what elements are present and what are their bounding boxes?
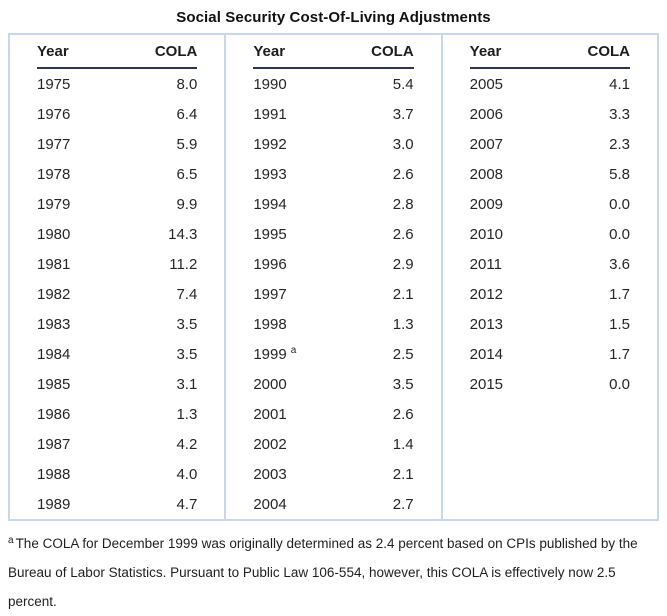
year-cell: 1992 bbox=[253, 135, 287, 153]
cola-cell: 2.6 bbox=[392, 165, 414, 183]
table-row bbox=[37, 159, 197, 189]
year-cell: 1990 bbox=[253, 75, 287, 93]
cola-cell: 2.1 bbox=[392, 465, 414, 483]
cola-cell: 2.9 bbox=[392, 255, 414, 273]
table-row bbox=[253, 129, 413, 159]
year-cell: 2010 bbox=[469, 225, 504, 243]
table-row bbox=[253, 429, 413, 459]
cola-cell: 6.5 bbox=[176, 165, 198, 183]
cola-cell: 2.5 bbox=[392, 345, 414, 363]
table-header bbox=[253, 35, 413, 68]
cola-cell: 3.3 bbox=[609, 105, 630, 123]
table-row bbox=[37, 459, 197, 489]
cola-cell: 2.8 bbox=[392, 195, 414, 213]
table-row bbox=[253, 68, 413, 99]
table-row bbox=[37, 369, 197, 399]
cola-cell: 0.0 bbox=[609, 225, 630, 243]
cola-cell: 11.2 bbox=[169, 255, 198, 273]
table-header bbox=[470, 35, 630, 68]
footnote-marker: a bbox=[8, 534, 14, 546]
table-row bbox=[470, 279, 630, 309]
year-cell: 2015 bbox=[469, 375, 504, 393]
table-row bbox=[253, 369, 413, 399]
year-cell: 1997 bbox=[253, 285, 287, 303]
year-cell: 1978 bbox=[37, 165, 71, 183]
year-cell: 2009 bbox=[469, 195, 504, 213]
table-panel-1975-1989 bbox=[10, 35, 224, 519]
year-cell: 2012 bbox=[469, 285, 504, 303]
year-column-header: Year bbox=[37, 35, 108, 68]
cola-cell: 3.7 bbox=[392, 105, 414, 123]
cola-cell: 5.4 bbox=[392, 75, 414, 93]
year-cell: 1982 bbox=[37, 285, 71, 303]
cola-cell: 5.9 bbox=[176, 135, 198, 153]
year-cell: 1980 bbox=[37, 225, 71, 243]
table-row bbox=[253, 459, 413, 489]
cola-cell: 4.2 bbox=[176, 435, 198, 453]
cola-cell: 8.0 bbox=[176, 75, 198, 93]
year-cola-table bbox=[470, 35, 630, 399]
cola-cell: 7.4 bbox=[176, 285, 198, 303]
cola-cell: 14.3 bbox=[168, 225, 198, 243]
table-row bbox=[253, 489, 413, 519]
table-row bbox=[37, 99, 197, 129]
cola-cell: 0.0 bbox=[609, 375, 630, 393]
table-row bbox=[470, 309, 630, 339]
table-body bbox=[253, 68, 413, 519]
table-row bbox=[37, 399, 197, 429]
year-cell: 2003 bbox=[253, 465, 287, 483]
year-cell: 1989 bbox=[37, 495, 71, 513]
table-row bbox=[470, 219, 630, 249]
header-row bbox=[253, 35, 413, 68]
cola-cell: 3.1 bbox=[176, 375, 198, 393]
table-row bbox=[37, 279, 197, 309]
cola-cell: 1.7 bbox=[609, 345, 630, 363]
cola-cell: 4.7 bbox=[176, 495, 198, 513]
cola-cell: 3.0 bbox=[392, 135, 414, 153]
table-row bbox=[37, 219, 197, 249]
cola-column-header: COLA bbox=[108, 35, 198, 68]
cola-cell: 3.5 bbox=[176, 315, 198, 333]
table-row bbox=[253, 339, 413, 369]
year-cola-table bbox=[37, 35, 197, 519]
year-cell: 1996 bbox=[253, 255, 287, 273]
table-row bbox=[470, 339, 630, 369]
table-row bbox=[253, 279, 413, 309]
year-cell: 1983 bbox=[37, 315, 71, 333]
year-cell: 1993 bbox=[253, 165, 287, 183]
table-row bbox=[470, 68, 630, 99]
cola-cell: 4.1 bbox=[609, 75, 630, 93]
year-cell: 1995 bbox=[253, 225, 287, 243]
cola-cell: 5.8 bbox=[609, 165, 630, 183]
year-cell: 1987 bbox=[37, 435, 71, 453]
table-panel-1990-2004 bbox=[224, 35, 440, 519]
year-cell: 2005 bbox=[469, 75, 504, 93]
cola-column-header: COLA bbox=[334, 35, 414, 68]
table-row bbox=[253, 309, 413, 339]
cola-cell: 1.4 bbox=[392, 435, 414, 453]
year-cell: 1976 bbox=[37, 105, 71, 123]
year-cell: 2001 bbox=[253, 405, 287, 423]
table-row bbox=[37, 489, 197, 519]
cola-cell: 3.5 bbox=[176, 345, 198, 363]
year-cell: 2002 bbox=[253, 435, 287, 453]
table-row bbox=[37, 309, 197, 339]
cola-cell: 2.3 bbox=[609, 135, 630, 153]
table-row bbox=[470, 99, 630, 129]
table-row bbox=[253, 189, 413, 219]
cola-column-header: COLA bbox=[540, 35, 630, 68]
table-row bbox=[37, 68, 197, 99]
cola-cell: 9.9 bbox=[176, 195, 198, 213]
year-cola-table bbox=[253, 35, 413, 519]
cola-cell: 2.7 bbox=[392, 495, 414, 513]
cola-cell: 1.5 bbox=[609, 315, 630, 333]
year-column-header: Year bbox=[253, 35, 334, 68]
year-cell: 1975 bbox=[37, 75, 71, 93]
table-row bbox=[470, 189, 630, 219]
table-row bbox=[253, 399, 413, 429]
table-row bbox=[470, 249, 630, 279]
cola-cell: 3.6 bbox=[609, 255, 630, 273]
year-cell: 1979 bbox=[37, 195, 71, 213]
cola-cell: 2.6 bbox=[392, 225, 414, 243]
table-row bbox=[470, 159, 630, 189]
year-cell: 1986 bbox=[37, 405, 71, 423]
table-row bbox=[253, 99, 413, 129]
year-cell: 1984 bbox=[37, 345, 71, 363]
table-row bbox=[253, 219, 413, 249]
year-cell: 2000 bbox=[253, 375, 287, 393]
table-row bbox=[253, 249, 413, 279]
table-panel-2005-2015 bbox=[441, 35, 657, 519]
year-cell: 1999 $^a$ bbox=[253, 344, 297, 363]
year-cell: 1991 bbox=[253, 105, 287, 123]
cola-cell: 2.6 bbox=[392, 405, 414, 423]
cola-cell: 2.1 bbox=[392, 285, 414, 303]
cola-cell: 1.3 bbox=[176, 405, 198, 423]
cola-table bbox=[8, 33, 659, 521]
table-row bbox=[37, 339, 197, 369]
table-row bbox=[470, 369, 630, 399]
year-cell: 2004 bbox=[253, 495, 287, 513]
cola-cell: 4.0 bbox=[176, 465, 198, 483]
year-cell: 2014 bbox=[469, 345, 504, 363]
header-row bbox=[470, 35, 630, 68]
year-cell: 2008 bbox=[469, 165, 504, 183]
year-cell: 1994 bbox=[253, 195, 287, 213]
table-row bbox=[470, 129, 630, 159]
cola-cell: 0.0 bbox=[609, 195, 630, 213]
cola-cell: 1.3 bbox=[392, 315, 414, 333]
table-row bbox=[37, 189, 197, 219]
year-cell: 2013 bbox=[469, 315, 504, 333]
table-row bbox=[37, 129, 197, 159]
table-row bbox=[37, 429, 197, 459]
year-cell: 1988 bbox=[37, 465, 71, 483]
year-cell: 1977 bbox=[37, 135, 71, 153]
table-header bbox=[37, 35, 197, 68]
table-body bbox=[37, 68, 197, 519]
year-column-header: Year bbox=[470, 35, 541, 68]
header-row bbox=[37, 35, 197, 68]
year-cell: 1998 bbox=[253, 315, 287, 333]
cola-cell: 3.5 bbox=[392, 375, 414, 393]
year-cell: 1981 bbox=[37, 255, 71, 273]
page-title: Social Security Cost-Of-Living Adjustments bbox=[176, 9, 491, 26]
table-row bbox=[37, 249, 197, 279]
year-cell: 1985 bbox=[37, 375, 71, 393]
table-row bbox=[253, 159, 413, 189]
year-cell: 2011 bbox=[469, 255, 502, 273]
footnote-marker: a bbox=[290, 344, 297, 356]
year-cell: 2007 bbox=[469, 135, 504, 153]
table-body bbox=[470, 68, 630, 399]
cola-cell: 6.4 bbox=[176, 105, 198, 123]
year-cell: 2006 bbox=[469, 105, 504, 123]
cola-cell: 1.7 bbox=[609, 285, 630, 303]
footnote-text: The COLA for December 1999 was originally determined as 2.4 percent based on CPIs published by the Bureau of Labor Statistics. Pursuant to Public Law 106-554, however, this COLA is effectively now 2.5 percent. bbox=[8, 536, 638, 609]
